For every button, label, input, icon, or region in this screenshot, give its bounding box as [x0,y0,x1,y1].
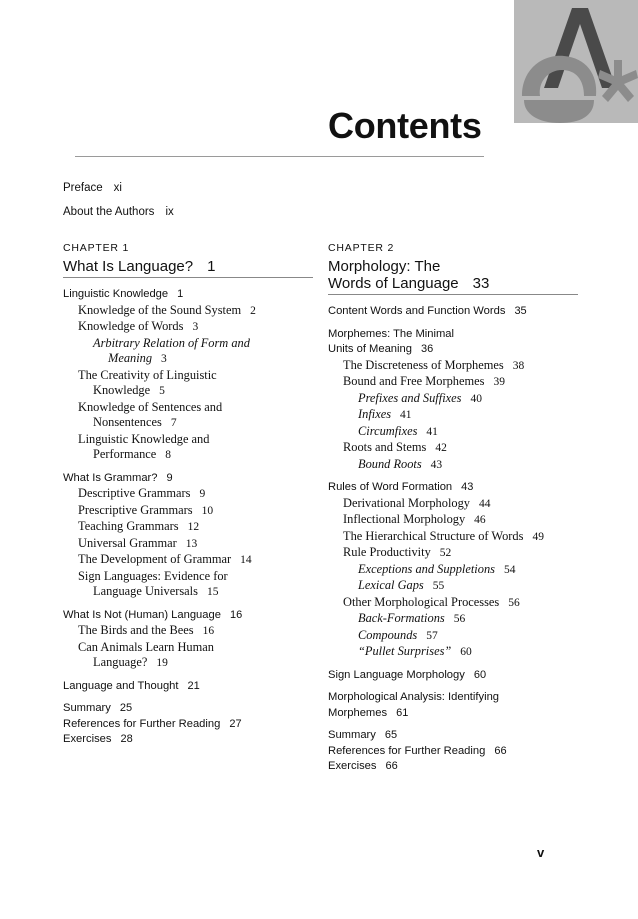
entry-page: 9 [166,471,173,484]
entry-title: Morphological Analysis: Identifying [328,691,500,703]
chapter-title-text: Words of Language [328,275,459,292]
entry-title: Linguistic Knowledge [63,288,169,300]
entry-title: Knowledge of Words [78,319,184,333]
toc-entry[interactable] [328,628,598,645]
entry-title: The Hierarchical Structure of Words [343,528,524,543]
toc-entry[interactable] [328,595,598,612]
entry-title: Content Words and Function Words [328,305,506,317]
entry-title: Rules of Word Formation [328,481,453,493]
entry-page: 56 [508,596,520,609]
toc-entry[interactable] [63,552,333,569]
toc-entry[interactable] [328,391,598,408]
entry-page: 61 [396,706,409,719]
toc-entry[interactable] [63,623,333,640]
chapter-1-entries [63,287,333,748]
entry-title: Language Universals [93,584,198,598]
toc-entry[interactable] [63,503,333,520]
entry-title: References for Further Reading [328,744,486,757]
entry-title: What Is Grammar? [63,471,158,484]
toc-entry[interactable] [63,383,333,400]
entry-page: ix [165,206,174,218]
entry-page: 8 [165,449,172,461]
entry-title: Back-Formations [358,611,445,625]
entry-title: Sign Language Morphology [328,668,465,681]
entry-title: Descriptive Grammars [78,486,191,500]
toc-entry[interactable] [328,374,598,391]
phonetic-symbols-logo-icon [514,0,638,123]
entry-page: 43 [430,458,443,471]
toc-entry[interactable] [63,608,333,624]
toc-entry[interactable] [328,562,598,579]
toc-entry[interactable] [328,690,598,706]
toc-entry[interactable] [63,519,333,536]
chapter-title-text: What Is Language? [63,258,194,275]
toc-entry[interactable] [328,407,598,424]
toc-entry[interactable] [63,679,333,695]
entry-page: 60 [460,646,472,658]
entry-page: 12 [187,521,200,533]
entry-page: 21 [187,679,200,692]
entry-page: 16 [229,608,243,621]
toc-entry[interactable] [328,480,598,496]
toc-entry[interactable] [63,447,333,464]
toc-entry-about-authors[interactable] [63,205,174,219]
chapter-2-label: CHAPTER 2 [328,242,395,254]
entry-page: 3 [161,353,167,365]
entry-title: Knowledge of Sentences and [78,399,223,414]
entry-page: 19 [156,657,168,669]
entry-title: “Pullet Surprises” [358,644,452,658]
entry-title: Knowledge of the Sound System [78,302,242,317]
entry-page: 16 [202,625,215,637]
toc-entry[interactable] [328,578,598,595]
toc-entry[interactable] [63,432,333,448]
toc-entry[interactable] [328,545,598,562]
entry-page: 15 [206,586,219,598]
entry-page: 52 [439,547,452,559]
entry-page: 39 [493,376,505,388]
toc-entry[interactable] [328,611,598,628]
entry-title: Derivational Morphology [343,495,470,510]
entry-page: 5 [159,385,165,397]
entry-title: Bound Roots [358,456,422,471]
entry-page: 42 [435,442,447,454]
toc-entry[interactable] [63,584,333,601]
entry-title: The Discreteness of Morphemes [343,357,504,372]
toc-entry[interactable] [63,701,333,717]
entry-page: 56 [453,613,466,625]
toc-entry[interactable] [328,668,598,684]
entry-page: 38 [512,359,525,372]
entry-title: Exercises [328,760,377,772]
toc-entry[interactable] [63,319,333,336]
entry-title: Meaning [108,351,153,365]
toc-entry[interactable] [328,457,598,474]
toc-entry[interactable] [328,358,598,375]
toc-entry[interactable] [63,732,333,748]
entry-title: Can Animals Learn Human [78,639,214,654]
entry-page: 57 [426,629,438,642]
entry-title: The Birds and the Bees [78,623,194,637]
toc-entry[interactable] [328,759,598,775]
toc-entry[interactable] [328,304,598,320]
entry-page: 55 [432,580,445,592]
toc-entry[interactable] [328,424,598,441]
entry-page: 54 [503,563,516,576]
entry-title: The Creativity of Linguistic [78,367,217,382]
toc-entry[interactable] [63,640,333,656]
entry-page: 1 [177,288,184,300]
toc-entry[interactable] [328,327,598,343]
toc-entry[interactable] [63,303,333,320]
entry-title: Performance [93,447,157,461]
toc-entry[interactable] [328,529,598,546]
toc-entry[interactable] [328,342,598,358]
toc-entry[interactable] [328,706,598,722]
toc-entry[interactable] [63,287,333,303]
toc-entry[interactable] [63,336,333,352]
entry-title: Prefixes and Suffixes [358,390,462,405]
chapter-2-entries [328,304,598,775]
entry-title: What Is Not (Human) Language [63,608,221,621]
page-number: v [537,845,545,860]
entry-page: 25 [119,702,133,714]
entry-title: Teaching Grammars [78,519,179,533]
title-divider [75,156,484,157]
toc-entry[interactable] [328,440,598,457]
entry-page: 2 [250,304,256,317]
toc-entry[interactable] [63,400,333,416]
entry-page: 14 [240,554,252,566]
entry-title: References for Further Reading [63,717,221,730]
entry-page: 66 [494,744,507,757]
entry-title: Prescriptive Grammars [78,502,193,517]
entry-page: 35 [514,305,527,317]
entry-title: The Development of Grammar [78,552,232,566]
entry-page: 65 [384,729,398,741]
entry-page: 66 [385,760,398,772]
toc-entry[interactable] [63,717,333,733]
toc-entry[interactable] [63,655,333,672]
entry-page: 49 [532,530,544,543]
entry-page: 13 [185,537,198,550]
entry-page: 9 [199,488,206,500]
entry-title: Morphemes: The Minimal [328,327,455,340]
entry-title: Universal Grammar [78,535,177,550]
entry-page: 27 [229,717,242,730]
entry-page: 60 [473,668,487,681]
entry-title: Morphemes [328,706,388,719]
entry-title: Compounds [358,627,418,642]
entry-page: 3 [192,321,199,333]
toc-entry[interactable] [63,569,333,585]
entry-page: 40 [470,392,482,405]
entry-title: Inflectional Morphology [343,512,466,526]
entry-title: Summary [63,702,111,714]
page-title: Contents [328,105,482,146]
entry-title: Sign Languages: Evidence for [78,568,228,583]
entry-title: Infixes [358,407,392,421]
toc-entry[interactable] [328,496,598,513]
chapter-page: 33 [472,275,490,292]
corner-logo [514,0,638,123]
chapter-page: 1 [207,258,216,275]
entry-title: Units of Meaning [328,343,412,355]
chapter-1-title[interactable] [63,258,215,275]
chapter-2-rule [328,294,578,295]
toc-entry[interactable] [63,351,333,368]
entry-title: Circumfixes [358,423,418,438]
entry-title: Lexical Gaps [358,578,424,592]
entry-title: Other Morphological Processes [343,594,500,609]
entry-page: 44 [478,497,491,510]
toc-entry[interactable] [328,512,598,529]
chapter-2-title-line-1[interactable]: Morphology: The [328,258,441,275]
entry-title: Nonsentences [93,415,162,429]
entry-title: Exercises [63,733,112,745]
entry-title: Rule Productivity [343,545,431,559]
toc-entry[interactable] [63,536,333,553]
entry-page: 36 [420,343,434,355]
entry-title: Arbitrary Relation of Form and [93,335,250,350]
chapter-1-label: CHAPTER 1 [63,242,130,254]
toc-entry[interactable] [63,368,333,384]
entry-page: 41 [400,409,412,421]
toc-entry[interactable] [63,471,333,487]
entry-page: 7 [170,417,177,429]
entry-title: Exceptions and Suppletions [358,561,495,576]
toc-entry[interactable] [328,744,598,760]
toc-entry[interactable] [63,415,333,432]
entry-title: Language? [93,655,148,669]
toc-entry-preface[interactable] [63,181,122,195]
entry-page: 43 [461,481,474,493]
entry-page: 46 [474,514,486,526]
toc-entry[interactable] [63,486,333,503]
chapter-2-title-line-2[interactable] [328,275,489,292]
entry-title: Summary [328,729,376,741]
entry-title: Knowledge [93,383,151,397]
entry-page: xi [113,182,122,194]
entry-page: 10 [201,504,214,517]
entry-title: Linguistic Knowledge and [78,431,210,446]
entry-title: Preface [63,182,103,194]
entry-title: Bound and Free Morphemes [343,374,485,388]
toc-entry[interactable] [328,728,598,744]
toc-entry[interactable] [328,644,598,661]
entry-page: 41 [426,425,438,438]
entry-page: 28 [120,733,133,745]
chapter-1-rule [63,277,313,278]
entry-title: About the Authors [63,206,155,218]
entry-title: Language and Thought [63,679,179,692]
entry-title: Roots and Stems [343,440,427,454]
